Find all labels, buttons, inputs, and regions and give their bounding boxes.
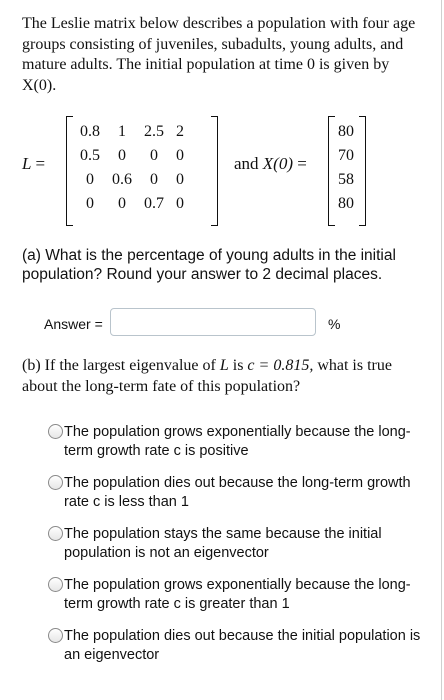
radio-button[interactable] bbox=[48, 526, 63, 541]
option-dies-out-eigenvector[interactable] bbox=[22, 627, 422, 665]
radio-button[interactable] bbox=[48, 577, 63, 592]
matrix-cell: 0 bbox=[118, 195, 126, 212]
vector-cell: 80 bbox=[338, 195, 354, 212]
part-a-question: (a) What is the percentage of young adults in the initial population? Round your answer to 2 decimal places. bbox=[22, 247, 396, 283]
matrix-row bbox=[74, 120, 190, 144]
right-bracket bbox=[359, 116, 366, 226]
and-x0-label: and X(0) = bbox=[234, 154, 307, 173]
matrix-cell: 0.6 bbox=[112, 171, 132, 188]
matrix-cell: 0 bbox=[118, 147, 126, 164]
option-grows-greater-than-1[interactable] bbox=[22, 576, 422, 614]
answer-row bbox=[22, 308, 422, 344]
answer-label: Answer = bbox=[44, 316, 103, 332]
options-list bbox=[22, 423, 422, 665]
matrix-cell: 0 bbox=[86, 195, 94, 212]
matrix-row bbox=[74, 144, 190, 168]
matrix-cell: 0 bbox=[176, 147, 184, 164]
matrix-cell: 2 bbox=[176, 123, 184, 140]
vector-cell: 70 bbox=[338, 147, 354, 164]
option-stays-same[interactable] bbox=[22, 525, 422, 563]
answer-input[interactable] bbox=[110, 308, 316, 336]
option-label: The population grows exponentially because the long-term growth rate c is greater than 1 bbox=[64, 577, 411, 612]
vector-cell: 80 bbox=[338, 123, 354, 140]
right-bracket bbox=[211, 116, 218, 226]
matrix-label: L = bbox=[22, 154, 46, 173]
question-panel bbox=[22, 0, 422, 678]
percent-symbol: % bbox=[328, 316, 341, 332]
matrix-cell: 0 bbox=[176, 171, 184, 188]
option-label: The population stays the same because the initial population is not an eigenvector bbox=[64, 526, 382, 561]
option-label: The population dies out because the long-term growth rate c is less than 1 bbox=[64, 475, 411, 510]
leslie-matrix bbox=[66, 116, 218, 224]
math-display bbox=[22, 112, 422, 230]
matrix-cell: 0.7 bbox=[144, 195, 164, 212]
question-intro: The Leslie matrix below describes a population with four age groups consisting of juveniles, subadults, young adults, and mature adults. The initial population at time 0 is given by X(0). bbox=[22, 15, 416, 94]
option-grows-positive[interactable] bbox=[22, 423, 422, 461]
radio-button[interactable] bbox=[48, 475, 63, 490]
option-label: The population grows exponentially because the long-term growth rate c is positive bbox=[64, 424, 411, 459]
option-label: The population dies out because the initial population is an eigenvector bbox=[64, 628, 421, 663]
matrix-cell: 0 bbox=[176, 195, 184, 212]
radio-button[interactable] bbox=[48, 628, 63, 643]
initial-population-vector bbox=[328, 116, 366, 224]
part-b-question: (b) If the largest eigenvalue of L is c = 0.815, what is true about the long-term fate of this population? bbox=[22, 357, 392, 395]
radio-button[interactable] bbox=[48, 424, 63, 439]
matrix-cell: 0 bbox=[150, 147, 158, 164]
matrix-cell: 0 bbox=[150, 171, 158, 188]
vector-cell: 58 bbox=[338, 171, 354, 188]
left-bracket bbox=[66, 116, 73, 226]
matrix-cell: 0.8 bbox=[80, 123, 100, 140]
matrix-cell: 0 bbox=[86, 171, 94, 188]
right-border-line bbox=[441, 0, 442, 700]
matrix-cell: 1 bbox=[118, 123, 126, 140]
option-dies-out-less-than-1[interactable] bbox=[22, 474, 422, 512]
matrix-row bbox=[74, 192, 190, 216]
matrix-row bbox=[74, 168, 190, 192]
matrix-cell: 2.5 bbox=[144, 123, 164, 140]
matrix-cell: 0.5 bbox=[80, 147, 100, 164]
